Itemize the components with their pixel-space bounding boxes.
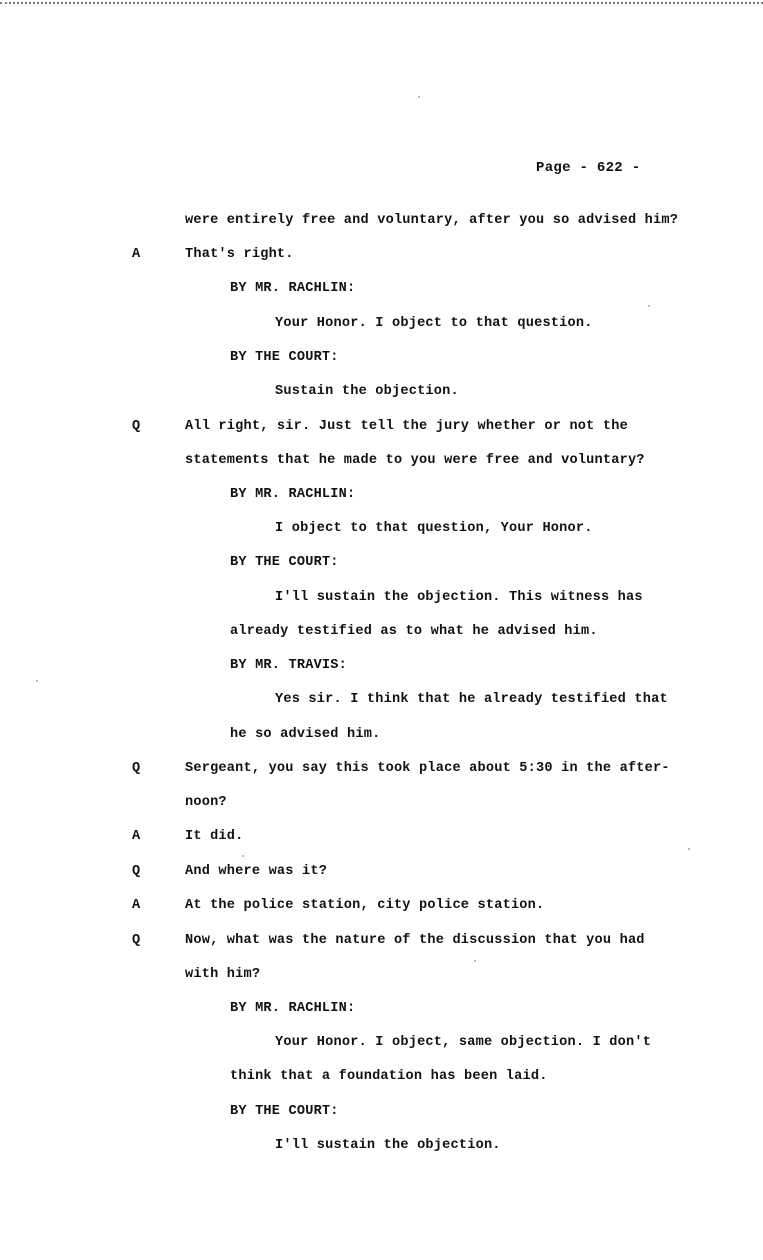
scan-speck [418, 96, 420, 98]
scan-speck [474, 960, 476, 962]
transcript-line: That's right. [185, 247, 294, 262]
transcript-line: And where was it? [185, 864, 328, 879]
page-number: Page - 622 - [536, 160, 641, 176]
transcript-line: Your Honor. I object to that question. [275, 316, 593, 331]
transcript-line: noon? [185, 795, 227, 810]
question-marker: Q [132, 933, 141, 948]
transcript-line: All right, sir. Just tell the jury whether or not the [185, 419, 628, 434]
answer-marker: A [132, 898, 141, 913]
answer-marker: A [132, 829, 141, 844]
question-marker: Q [132, 761, 141, 776]
scan-speck [688, 848, 690, 850]
transcript-line: Sustain the objection. [275, 384, 459, 399]
top-dotted-border [0, 2, 763, 4]
speaker-line: BY MR. RACHLIN: [230, 281, 356, 296]
speaker-line: BY THE COURT: [230, 555, 339, 570]
question-marker: Q [132, 864, 141, 879]
transcript-line: with him? [185, 967, 261, 982]
speaker-line: BY THE COURT: [230, 1104, 339, 1119]
transcript-line: think that a foundation has been laid. [230, 1069, 548, 1084]
speaker-line: BY MR. RACHLIN: [230, 487, 356, 502]
question-marker: Q [132, 419, 141, 434]
transcript-line: he so advised him. [230, 727, 381, 742]
transcript-line: already testified as to what he advised him. [230, 624, 598, 639]
scan-speck [36, 680, 38, 682]
transcript-line: I object to that question, Your Honor. [275, 521, 593, 536]
transcript-line: Now, what was the nature of the discussion that you had [185, 933, 645, 948]
transcript-line: It did. [185, 829, 244, 844]
speaker-line: BY THE COURT: [230, 350, 339, 365]
transcript-line: statements that he made to you were free and voluntary? [185, 453, 645, 468]
transcript-line: Yes sir. I think that he already testified that [275, 692, 668, 707]
scan-speck [242, 855, 244, 857]
transcript-line: I'll sustain the objection. [275, 1138, 501, 1153]
transcript-line: I'll sustain the objection. This witness has [275, 590, 643, 605]
scan-speck [648, 305, 650, 307]
speaker-line: BY MR. TRAVIS: [230, 658, 348, 673]
transcript-line: At the police station, city police station. [185, 898, 545, 913]
transcript-line: Sergeant, you say this took place about 5:30 in the after- [185, 761, 670, 776]
answer-marker: A [132, 247, 141, 262]
transcript-line: were entirely free and voluntary, after you so advised him? [185, 213, 679, 228]
transcript-line: Your Honor. I object, same objection. I don't [275, 1035, 652, 1050]
speaker-line: BY MR. RACHLIN: [230, 1001, 356, 1016]
